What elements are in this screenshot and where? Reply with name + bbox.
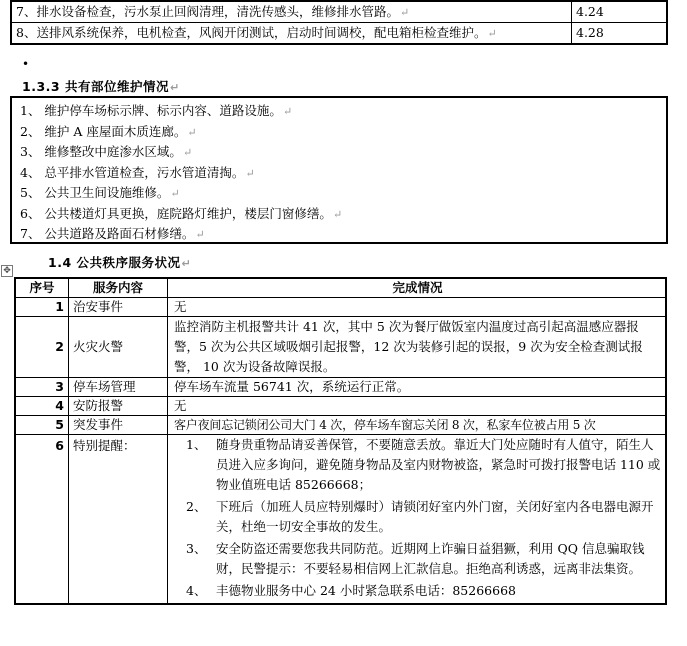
row-number[interactable]: 3 xyxy=(15,378,69,397)
list-item: 2、 下班后（加班人员应特别爆时）请锁闭好室内外门窗，关闭好室内各电器电源开关，杜绝一切安全事故的发生。 xyxy=(186,499,654,534)
list-item: 5、 公共卫生间设施维修。↵ xyxy=(20,185,180,200)
paragraph-mark: ↵ xyxy=(332,207,343,221)
service-item[interactable]: 安防报警 xyxy=(69,397,168,416)
paragraph-mark: ↵ xyxy=(182,146,193,159)
table-row xyxy=(15,378,666,397)
paragraph-mark: ↵ xyxy=(169,81,180,94)
common-area-maintenance-box[interactable] xyxy=(10,96,668,244)
list-item: 3、 安全防盗还需要您我共同防范。近期网上诈骗日益猖獗，利用 QQ 信息骗取钱财，民警提示：不要轻易相信网上汇款信息。拒绝高利诱惑，远离非法集资。 xyxy=(186,541,645,576)
paragraph-mark: ↵ xyxy=(181,257,192,270)
task-cell[interactable]: 8、送排风系统保养，电机检查，风阀开闭测试，启动时间调校，配电箱柜检查维护。↵ xyxy=(11,23,572,45)
paragraph-mark: ↵ xyxy=(245,166,255,180)
list-item: 2、 维护 A 座屋面木质连廊。↵ xyxy=(20,123,197,139)
table-row xyxy=(15,298,666,317)
list-item: 1、 维护停车场标示牌、标示内容、道路设施。↵ xyxy=(20,103,293,118)
column-header[interactable]: 服务内容 xyxy=(69,278,168,298)
completion-detail[interactable]: 监控消防主机报警共计 41 次，其中 5 次为餐厅做饭室内温度过高引起高温感应器报警，5 次为公共区域吸烟引起报警，12 次为装修引起的误报，9 次为安全检查测试报警， 10 次为设备故障误报。 xyxy=(168,317,667,378)
column-header[interactable]: 完成情况 xyxy=(168,278,667,298)
section-heading[interactable]: 1.4 公共秩序服务状况↵ xyxy=(48,255,192,270)
completion-detail[interactable]: 无 xyxy=(168,298,667,317)
section-heading[interactable]: 1.3.3 共有部位维护情况↵ xyxy=(22,79,180,94)
paragraph-mark: ↵ xyxy=(195,228,205,241)
list-item: 1、 随身贵重物品请妥善保管，不要随意丢放。靠近大门处应随时有人值守，陌生人员进入应多询问，避免随身物品及室内财物被盗，紧急时可拨打报警电话 110 或物业值班电话 85266668； xyxy=(186,437,661,492)
paragraph-mark: ↵ xyxy=(487,26,497,40)
list-item: 7、 公共道路及路面石材修缮。↵ xyxy=(20,226,205,241)
table-row xyxy=(15,397,666,416)
completion-detail[interactable]: 停车场车流量 56741 次，系统运行正常。 xyxy=(168,378,667,397)
public-order-table xyxy=(14,277,667,605)
table-row xyxy=(15,435,666,605)
table-row xyxy=(11,23,667,45)
date-cell[interactable]: 4.28 xyxy=(572,23,668,45)
service-item[interactable]: 火灾火警 xyxy=(69,317,168,378)
reminder-list xyxy=(174,435,661,601)
service-item[interactable]: 停车场管理 xyxy=(69,378,168,397)
row-number[interactable]: 4 xyxy=(15,397,69,416)
task-cell[interactable]: 7、排水设备检查，污水泵止回阀清理，清洗传感头，维修排水管路。↵ xyxy=(11,1,572,23)
paragraph-mark: ↵ xyxy=(282,105,293,118)
maintenance-table xyxy=(10,0,668,45)
service-item[interactable]: 突发事件 xyxy=(69,416,168,435)
table-header-row xyxy=(15,278,666,298)
completion-detail[interactable]: 无 xyxy=(168,397,667,416)
table-row xyxy=(15,416,666,435)
paragraph-mark: ↵ xyxy=(170,187,180,200)
row-number[interactable]: 1 xyxy=(15,298,69,317)
row-number[interactable]: 5 xyxy=(15,416,69,435)
paragraph-mark: ↵ xyxy=(399,5,410,19)
empty-paragraph-marker: • xyxy=(22,57,30,71)
table-row xyxy=(15,317,666,378)
paragraph-mark: ↵ xyxy=(187,125,197,139)
list-item: 3、 维修整改中庭渗水区域。↵ xyxy=(20,144,193,159)
service-item[interactable]: 治安事件 xyxy=(69,298,168,317)
row-number[interactable]: 2 xyxy=(15,317,69,378)
row-number[interactable]: 6 xyxy=(15,435,69,605)
table-row xyxy=(11,1,667,23)
special-reminders-cell[interactable] xyxy=(168,435,667,605)
column-header[interactable]: 序号 xyxy=(15,278,69,298)
date-cell[interactable]: 4.24 xyxy=(572,1,668,23)
list-item: 6、 公共楼道灯具更换，庭院路灯维护，楼层门窗修缮。↵ xyxy=(20,205,343,221)
completion-detail[interactable]: 客户夜间忘记锁闭公司大门 4 次，停车场车窗忘关闭 8 次，私家车位被占用 5 次 xyxy=(168,416,667,435)
table-move-handle-icon[interactable]: ✥ xyxy=(1,265,13,277)
list-item: 4、 总平排水管道检查，污水管道清掏。↵ xyxy=(20,164,255,180)
service-item[interactable]: 特别提醒： xyxy=(69,435,168,605)
list-item: 4、 丰德物业服务中心 24 小时紧急联系电话：85266668 xyxy=(186,583,516,598)
